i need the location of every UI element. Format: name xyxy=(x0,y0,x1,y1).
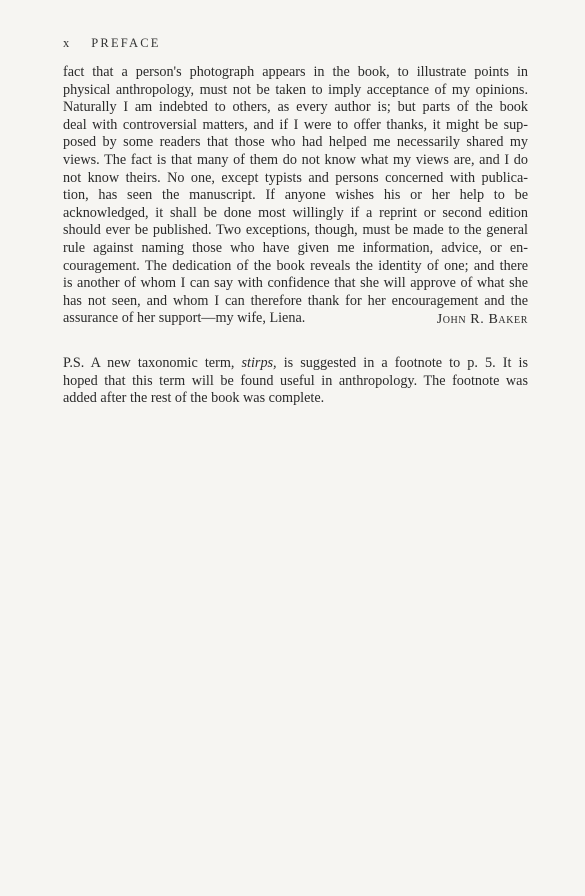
text-line: has not seen, and whom I can therefore thank for her encouragement and the xyxy=(63,292,528,309)
ps-text: P.S. A new taxonomic term, xyxy=(63,355,242,371)
text-line: added after the rest of the book was complete. xyxy=(63,390,325,407)
author-signature: John R. Baker xyxy=(436,312,528,327)
text-line: acknowledged, it shall be done most willingly if a reprint or second edition xyxy=(63,204,528,221)
text-line: physical anthropology, must not be taken to imply acceptance of my opinions. xyxy=(63,81,528,98)
text-line: posed by some readers that those who had helped me necessarily shared my xyxy=(63,134,528,151)
text-line: hoped that this term will be found useful in anthropology. The footnote was xyxy=(63,372,528,389)
text-line xyxy=(63,355,528,373)
text-line: rule against naming those who have given me information, advice, or en- xyxy=(63,239,528,256)
italic-term: stirps, xyxy=(241,355,277,371)
preface-paragraph xyxy=(63,64,528,328)
page-number: x xyxy=(63,36,70,50)
text-line: tion, has seen the manuscript. If anyone wishes his or her help to be xyxy=(63,187,528,204)
running-title: PREFACE xyxy=(91,36,161,50)
running-head xyxy=(63,36,161,51)
text-line: deal with controversial matters, and if I were to offer thanks, it might be sup- xyxy=(63,116,528,133)
text-line: Naturally I am indebted to others, as every author is; but parts of the book xyxy=(63,99,528,116)
text-line: not know theirs. No one, except typists and persons concerned with publica- xyxy=(63,169,528,186)
text-line: fact that a person's photograph appears in the book, to illustrate points in xyxy=(63,64,528,80)
text-line: is another of whom I can say with confidence that she will approve of what she xyxy=(63,275,528,292)
ps-text: is suggested in a footnote to p. 5. It is xyxy=(276,355,528,371)
postscript-paragraph xyxy=(63,355,528,408)
text-line: couragement. The dedication of the book reveals the identity of one; and there xyxy=(63,257,528,274)
text-line: assurance of her support—my wife, Liena. xyxy=(63,310,306,327)
text-line: views. The fact is that many of them do not know what my views are, and I do xyxy=(63,151,528,168)
text-line: should ever be published. Two exceptions, though, must be made to the general xyxy=(63,222,528,239)
